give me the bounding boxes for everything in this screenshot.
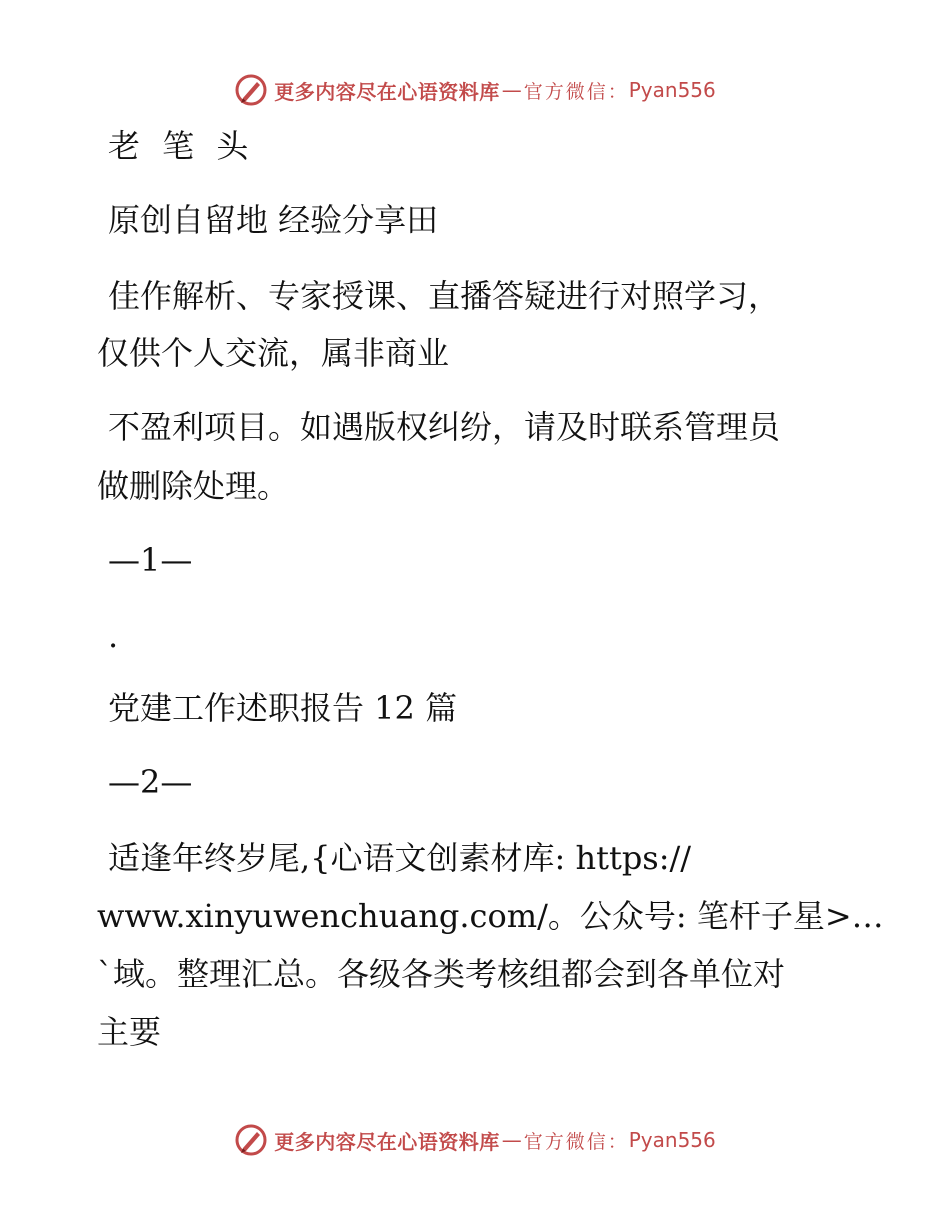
doc-paragraph-line-4: 主要 <box>97 1013 162 1051</box>
watermark-separator: — <box>501 1128 522 1152</box>
doc-paragraph-line-1: 适逢年终岁尾,{心语文创素材库: https:// <box>108 839 692 877</box>
doc-notice-line-4: 做删除处理。 <box>97 467 290 505</box>
doc-notice-line-2: 仅供个人交流，属非商业 <box>97 334 450 372</box>
watermark-wechat-label: 官方微信： <box>523 80 629 103</box>
pen-logo-icon <box>234 73 268 107</box>
watermark-group <box>234 73 716 107</box>
doc-heading-laobitou: 老 笔 头 <box>108 127 255 165</box>
doc-paragraph-line-3: `域。整理汇总。各级各类考核组都会到各单位对 <box>97 955 786 993</box>
watermark-wechat-id: Pyan556 <box>628 1128 716 1152</box>
doc-title: 党建工作述职报告 12 篇 <box>108 689 458 727</box>
doc-notice-line-1: 佳作解析、专家授课、直播答疑进行对照学习， <box>108 277 781 315</box>
watermark-wechat-id: Pyan556 <box>628 78 716 102</box>
page-number-1: —1— <box>108 541 193 579</box>
footer-watermark <box>0 1120 950 1160</box>
doc-dot: . <box>108 617 119 655</box>
watermark-wechat-label: 官方微信： <box>523 1130 629 1153</box>
watermark-text: 更多内容尽在心语资料库 <box>274 79 500 104</box>
watermark-separator: — <box>501 78 522 102</box>
watermark-group <box>234 1123 716 1157</box>
doc-slogan: 原创自留地 经验分享田 <box>108 201 439 239</box>
doc-paragraph-line-2: www.xinyuwenchuang.com/。公众号: 笔杆子星>… <box>97 897 884 935</box>
watermark-text: 更多内容尽在心语资料库 <box>274 1129 500 1154</box>
page-number-2: —2— <box>108 763 193 801</box>
pen-logo-icon <box>234 1123 268 1157</box>
doc-notice-line-3: 不盈利项目。如遇版权纠纷，请及时联系管理员 <box>108 408 781 446</box>
header-watermark <box>0 70 950 110</box>
